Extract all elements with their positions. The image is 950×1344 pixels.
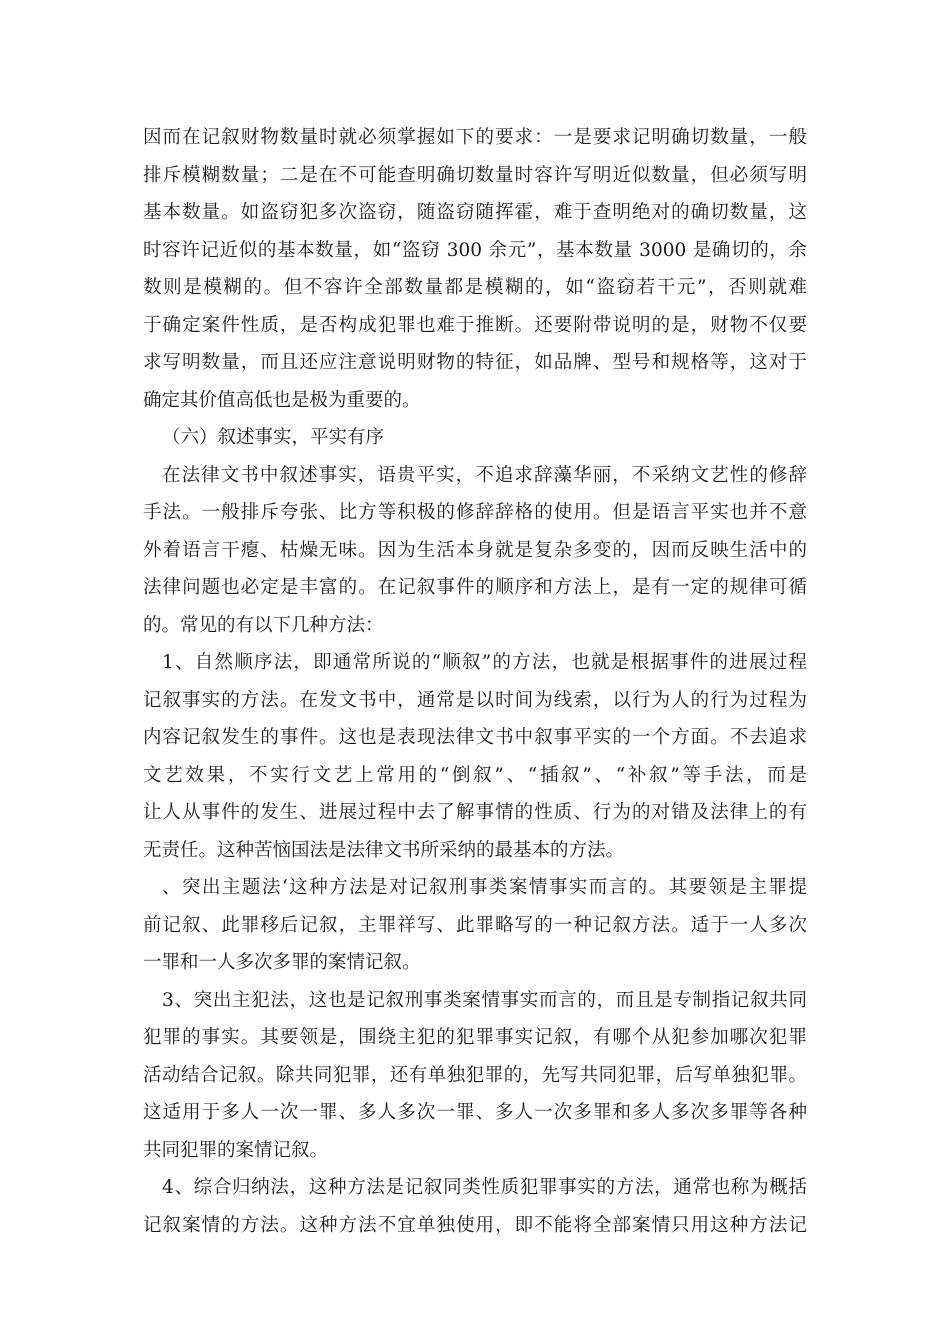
- text-line: 因而在记叙财物数量时就必须掌握如下的要求：一是要求记明确切数量，一般: [143, 127, 807, 148]
- text-line: 让人从事件的发生、进展过程中去了解事情的性质、行为的对错及法律上的有: [143, 802, 807, 823]
- text-line: 排斥模糊数量；二是在不可能查明确切数量时容许写明近似数量，但必须写明: [143, 164, 807, 186]
- text-line: 1、自然顺序法，即通常所说的“顺叙”的方法，也就是根据事件的进展过程: [162, 652, 807, 673]
- text-line: 、突出主题法‘这种方法是对记叙刑事类案情事实而言的。其要领是主罪提: [162, 877, 807, 898]
- text-line: 4、综合归纳法，这种方法是记叙同类性质犯罪事实的方法，通常也称为概括: [162, 1177, 807, 1198]
- text-line: 时容许记近似的基本数量，如“盗窃 300 余元”，基本数量 3000 是确切的，余: [143, 239, 807, 261]
- text-line: 在法律文书中叙述事实，语贵平实，不追求辞藻华丽，不采纳文艺性的修辞: [162, 464, 807, 486]
- text-line: （六）叙述事实，平实有序: [162, 427, 385, 448]
- text-line: 基本数量。如盗窃犯多次盗窃，随盗窃随挥霍，难于查明绝对的确切数量，这: [143, 202, 807, 223]
- text-line: 记叙案情的方法。这种方法不宜单独使用，即不能将全部案情只用这种方法记: [143, 1214, 807, 1236]
- text-line: 的。常见的有以下几种方法：: [143, 614, 384, 636]
- text-line: 文艺效果，不实行文艺上常用的“倒叙”、“插叙”、“补叙”等手法，而是: [143, 764, 807, 786]
- text-line: 确定其价值高低也是极为重要的。: [143, 389, 421, 411]
- text-line: 外着语言干瘪、枯燥无味。因为生活本身就是复杂多变的，因而反映生活中的: [143, 539, 807, 561]
- text-line: 共同犯罪的案情记叙。: [143, 1139, 329, 1161]
- text-line: 3、突出主犯法，这也是记叙刑事类案情事实而言的，而且是专制指记叙共同: [162, 989, 807, 1011]
- text-line: 前记叙、此罪移后记叙，主罪祥写、此罪略写的一种记叙方法。适于一人多次: [143, 914, 807, 936]
- text-line: 犯罪的事实。其要领是，围绕主犯的犯罪事实记叙，有哪个从犯参加哪次犯罪: [143, 1027, 807, 1048]
- text-line: 记叙事实的方法。在发文书中，通常是以时间为线索，以行为人的行为过程为: [143, 689, 807, 711]
- text-line: 求写明数量，而且还应注意说明财物的特征，如品牌、型号和规格等，这对于: [143, 352, 807, 373]
- text-line: 法律问题也必定是丰富的。在记叙事件的顺序和方法上，是有一定的规律可循: [143, 577, 807, 598]
- text-line: 手法。一般排斥夸张、比方等积极的修辞辞格的使用。但是语言平实也并不意: [143, 502, 807, 523]
- body-text: [143, 119, 807, 1244]
- text-line: 这适用于多人一次一罪、多人多次一罪、多人一次多罪和多人多次多罪等各种: [143, 1102, 807, 1123]
- text-line: 无责任。这种苦恼国法是法律文书所采纳的最基本的方法。: [143, 839, 625, 861]
- text-line: 一罪和一人多次多罪的案情记叙。: [143, 952, 421, 973]
- text-line: 内容记叙发生的事件。这也是表现法律文书中叙事平实的一个方面。不去追求: [143, 727, 807, 748]
- text-line: 于确定案件性质，是否构成犯罪也难于推断。还要附带说明的是，财物不仅要: [143, 314, 807, 336]
- text-line: 数则是模糊的。但不容许全部数量都是模糊的，如“盗窃若干元”，否则就难: [143, 277, 807, 298]
- text-line: 活动结合记叙。除共同犯罪，还有单独犯罪的，先写共同犯罪，后写单独犯罪。: [143, 1064, 807, 1086]
